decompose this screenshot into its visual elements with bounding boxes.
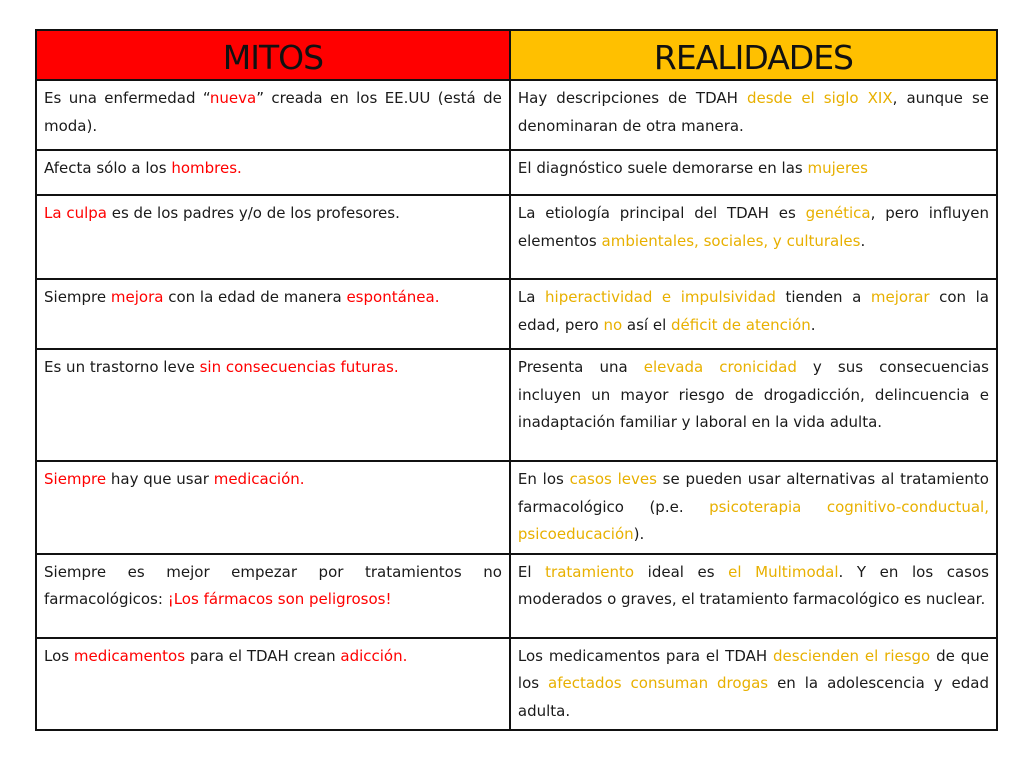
highlighted-text: medicación.: [213, 470, 305, 488]
highlighted-text: elevada cronicidad: [643, 358, 797, 376]
cell-text: Hay descripciones de TDAH: [517, 89, 747, 107]
highlighted-text: Siempre: [44, 470, 107, 488]
myth-cell: [36, 279, 510, 349]
cell-text: Los medicamentos para el TDAH: [517, 646, 774, 665]
header-row: [36, 30, 997, 80]
highlighted-text: hiperactividad e impulsividad: [545, 288, 776, 306]
table-row: [36, 195, 997, 279]
myth-cell: [36, 195, 510, 279]
myth-cell: [36, 461, 510, 554]
highlighted-text: déficit de atención: [671, 315, 811, 334]
highlighted-text: descienden el riesgo: [773, 646, 931, 665]
cell-text: .: [810, 315, 816, 334]
table-row: [36, 349, 997, 461]
myth-cell: [36, 554, 510, 638]
highlighted-text: casos leves: [569, 470, 657, 488]
cell-text: de que los: [517, 646, 989, 692]
cell-text: ).: [633, 525, 645, 543]
myth-cell: [36, 80, 510, 150]
table-row: [36, 461, 997, 554]
cell-text: Es un trastorno leve: [44, 358, 200, 376]
highlighted-text: nueva: [209, 89, 257, 107]
highlighted-text: psicoterapia cognitivo-conductual, psicoeducación: [517, 497, 989, 543]
table-row: [36, 554, 997, 638]
highlighted-text: La culpa: [44, 204, 107, 222]
realidades-header: REALIDADES: [510, 30, 997, 80]
highlighted-text: desde el siglo XIX: [746, 89, 893, 107]
cell-text: Presenta una: [517, 358, 644, 376]
highlighted-text: adicción.: [340, 646, 408, 665]
highlighted-text: tratamiento: [545, 562, 635, 581]
cell-text: , pero influyen elementos: [517, 204, 990, 250]
cell-text: y sus consecuencias incluyen un mayor riesgo de drogadicción, delincuencia e inadaptación familiar y laboral en la vida adulta.: [517, 358, 990, 431]
cell-text: así el: [622, 315, 672, 334]
cell-text: en la adolescencia y edad adulta.: [517, 674, 990, 720]
cell-text: Es una enfermedad “: [44, 89, 210, 107]
cell-text: La etiología principal del TDAH es: [517, 204, 806, 222]
reality-cell: [510, 638, 997, 731]
cell-text: ideal es: [634, 562, 729, 581]
highlighted-text: ambientales, sociales, y culturales: [601, 231, 861, 250]
highlighted-text: genética: [805, 204, 871, 222]
highlighted-text: mejorar: [870, 288, 930, 306]
cell-text: Siempre es mejor empezar por tratamientos no farmacológicos:: [44, 562, 502, 608]
highlighted-text: espontánea.: [346, 288, 440, 306]
highlighted-text: el Multimodal: [728, 562, 839, 581]
highlighted-text: hombres.: [171, 159, 242, 177]
reality-cell: [510, 150, 997, 195]
reality-cell: [510, 279, 997, 349]
cell-text: ” creada en los EE.UU (está de moda).: [44, 89, 502, 135]
table-row: [36, 150, 997, 195]
reality-cell: [510, 195, 997, 279]
reality-cell: [510, 554, 997, 638]
cell-text: se pueden usar alternativas al tratamiento farmacológico (p.e.: [517, 470, 989, 516]
myth-cell: [36, 150, 510, 195]
highlighted-text: ¡Los fármacos son peligrosos!: [167, 590, 392, 608]
cell-text: es de los padres y/o de los profesores.: [106, 204, 400, 222]
cell-text: El diagnóstico suele demorarse en las: [517, 159, 808, 177]
reality-cell: [510, 349, 997, 461]
cell-text: Afecta sólo a los: [44, 159, 172, 177]
myth-cell: [36, 349, 510, 461]
cell-text: , aunque se denominaran de otra manera.: [517, 89, 989, 135]
reality-cell: [510, 461, 997, 554]
highlighted-text: sin consecuencias futuras.: [199, 358, 399, 376]
cell-text: con la edad, pero: [517, 288, 989, 334]
highlighted-text: mejora: [110, 288, 164, 306]
myths-realities-table: [35, 29, 998, 731]
highlighted-text: mujeres: [807, 159, 868, 177]
cell-text: Siempre: [44, 288, 111, 306]
cell-text: con la edad de manera: [163, 288, 347, 306]
table-row: [36, 80, 997, 150]
cell-text: Los: [44, 646, 74, 665]
cell-text: . Y en los casos moderados o graves, el tratamiento farmacológico es nuclear.: [517, 562, 989, 608]
myth-cell: [36, 638, 510, 731]
cell-text: La: [517, 288, 546, 306]
cell-text: En los: [517, 470, 570, 488]
mitos-header: MITOS: [36, 30, 510, 80]
highlighted-text: afectados consuman drogas: [548, 674, 769, 692]
table-row: [36, 638, 997, 731]
cell-text: tienden a: [775, 288, 871, 306]
highlighted-text: medicamentos: [73, 646, 186, 665]
cell-text: El: [517, 562, 546, 581]
reality-cell: [510, 80, 997, 150]
cell-text: para el TDAH crean: [185, 646, 341, 665]
cell-text: hay que usar: [106, 470, 214, 488]
highlighted-text: no: [603, 315, 623, 334]
cell-text: .: [860, 231, 866, 250]
table-row: [36, 279, 997, 349]
